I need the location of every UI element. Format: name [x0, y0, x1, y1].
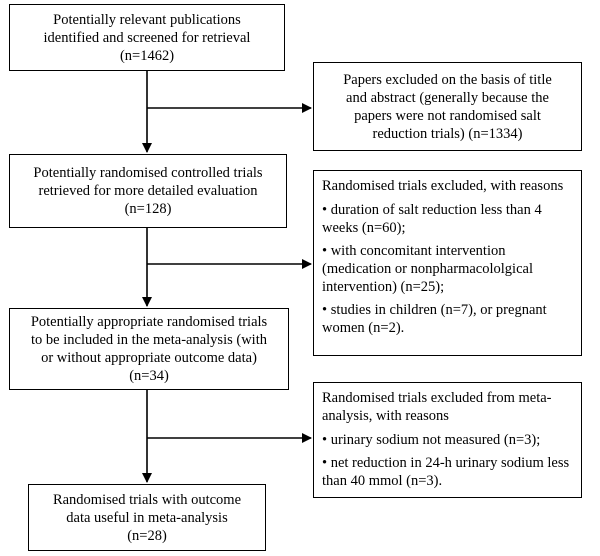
final-line-1: Randomised trials with outcome [52, 491, 242, 508]
appropriate-line-4: (n=34) [129, 368, 169, 384]
excluded-reasons-box [313, 170, 582, 356]
excluded-meta-item: • urinary sodium not measured (n=3); [322, 432, 541, 448]
identified-box [9, 4, 285, 71]
appropriate-line-3: or without appropriate outcome data) [41, 350, 257, 366]
retrieved-line-3: (n=128) [124, 201, 172, 217]
retrieved-line-2: retrieved for more detailed evaluation [38, 183, 258, 199]
identified-line-3: (n=1462) [119, 47, 175, 64]
excluded-title-line-3: papers were not randomised salt [354, 107, 541, 124]
excluded-meta-box [313, 382, 582, 498]
final-line-2: data useful in meta-analysis [66, 509, 228, 526]
excluded-reasons-heading: Randomised trials excluded, with reasons [322, 178, 564, 194]
excluded-title-line-1: Papers excluded on the basis of title [343, 71, 552, 88]
excluded-reason-item: • studies in children (n=7), or pregnant women (n=2). [322, 302, 547, 336]
appropriate-line-2: to be included in the meta-analysis (with [31, 332, 267, 348]
retrieved-box [9, 154, 287, 228]
identified-line-2: identified and screened for retrieval [43, 29, 251, 46]
final-line-3: (n=28) [127, 527, 167, 544]
excluded-title-line-2: and abstract (generally because the [346, 89, 549, 106]
appropriate-box [9, 308, 289, 390]
final-box [28, 484, 266, 551]
identified-line-1: Potentially relevant publications [53, 11, 241, 28]
retrieved-line-1: Potentially randomised controlled trials [33, 165, 263, 181]
excluded-reason-item: • with concomitant intervention (medication or nonpharmacololgical intervention) (n=25); [322, 243, 533, 295]
excluded-title-box [313, 62, 582, 151]
appropriate-line-1: Potentially appropriate randomised trials [30, 314, 268, 330]
excluded-title-line-4: reduction trials) (n=1334) [372, 125, 523, 142]
excluded-reason-item: • duration of salt reduction less than 4 weeks (n=60); [322, 202, 542, 236]
excluded-meta-heading: Randomised trials excluded from meta-analysis, with reasons [322, 390, 552, 424]
excluded-meta-item: • net reduction in 24-h urinary sodium less than 40 mmol (n=3). [322, 455, 570, 489]
